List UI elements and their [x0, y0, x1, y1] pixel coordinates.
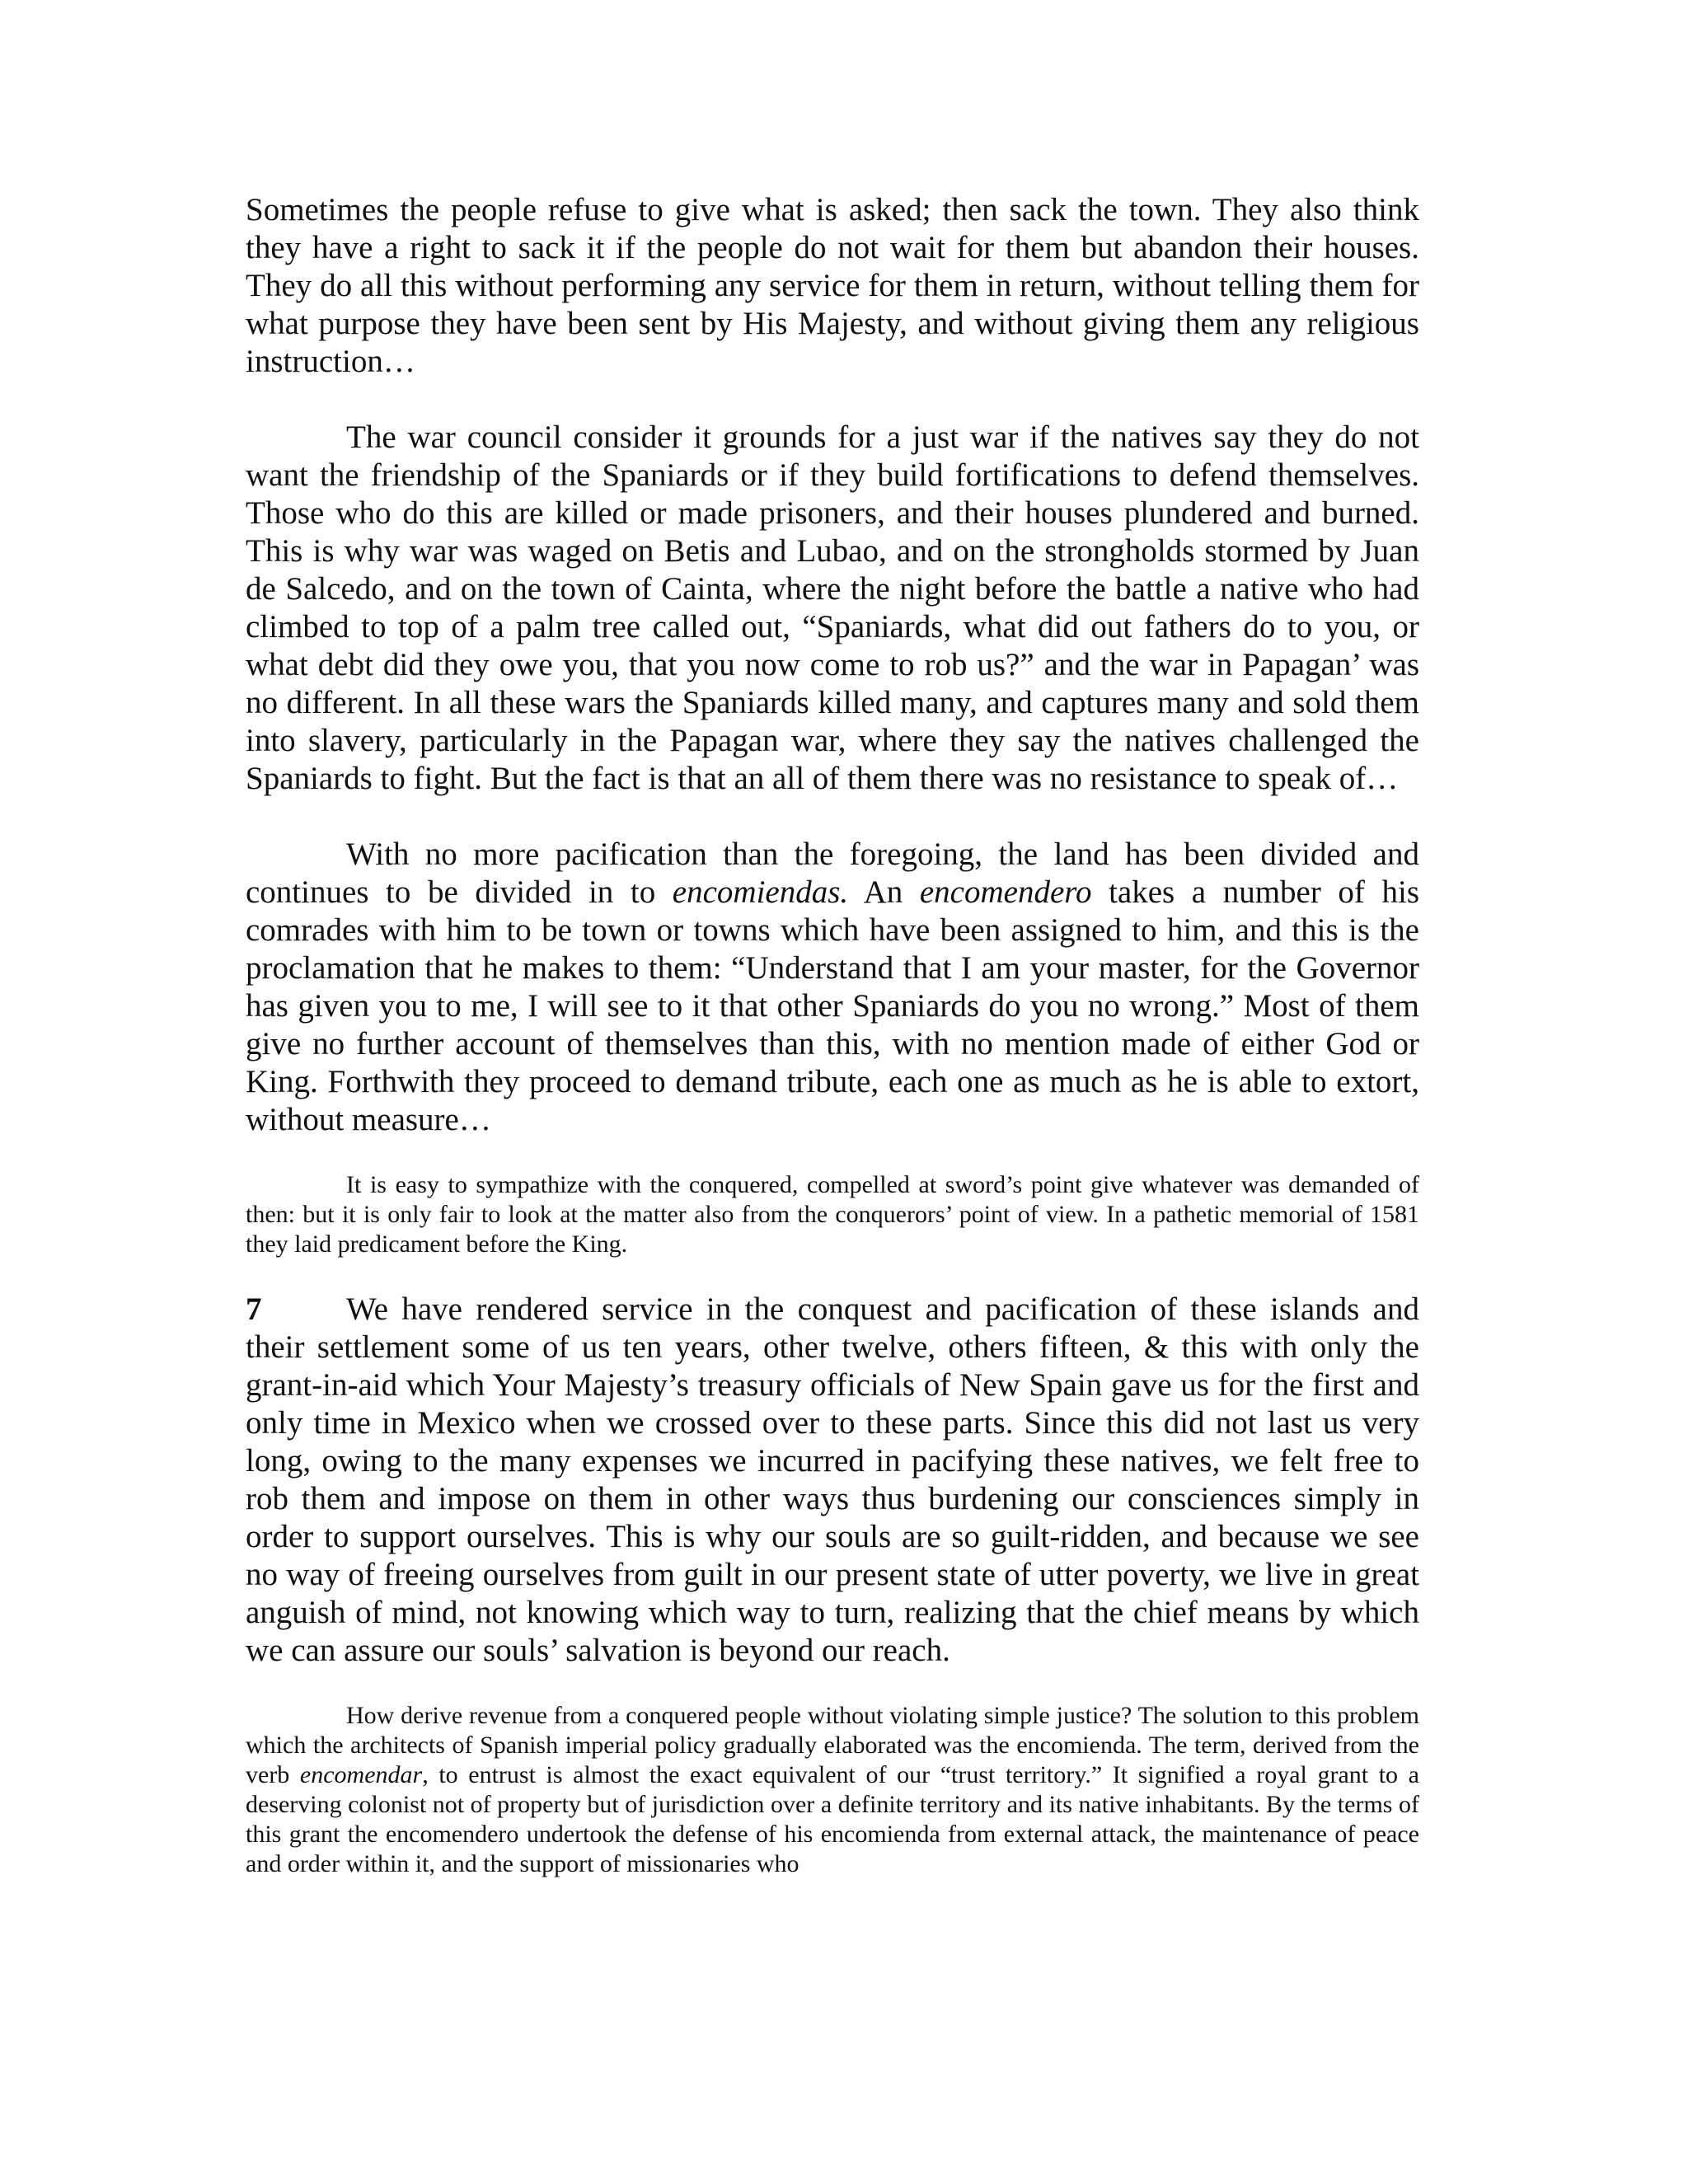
- memorial-text: We have rendered service in the conquest and pacification of these islands and their settlement some of us ten years, other twelve, others fifteen, & this with only the grant-in-aid which Your Majesty’s treasury officials of New Spain gave us for the first and only time in Mexico when we crossed over to these parts. Since this did not last us very long, owing to the many expenses we incurred in pacifying these natives, we felt free to rob them and impose on them in other ways thus burdening our consciences simply in order to support ourselves. This is why our souls are so guilt-ridden, and because we see no way of freeing ourselves from guilt in our present state of utter poverty, we live in great anguish of mind, not knowing which way to turn, realizing that the chief means by which we can assure our souls’ salvation is beyond our reach.: [246, 1291, 1419, 1668]
- paragraph-encomiendas-part-a: With no more pacification than the foregoing, the land has been divided and continues to be divided in to: [246, 837, 1419, 910]
- commentary-sympathize: It is easy to sympathize with the conquered, compelled at sword’s point give whatever was demanded of then: but it is only fair to look at the matter also from the conquerors’ point of view. In a pathetic memorial of 1581 they laid predicament before the King.: [246, 1171, 1419, 1258]
- commentary-encomienda-part-b: , to entrust is almost the exact equivalent of our “trust territory.” It signified a royal grant to a deserving colonist not of property but of jurisdiction over a definite territory and its native inhabitants. By the terms of this grant the encomendero undertook the defense of his encomienda from external attack, the maintenance of peace and order within it, and the support of missionaries who: [246, 1761, 1419, 1877]
- paragraph-encomiendas-part-b: An: [848, 874, 920, 910]
- paragraph-encomiendas: [246, 836, 1419, 1139]
- commentary-encomienda: [246, 1701, 1419, 1879]
- term-encomendero: encomendero: [919, 874, 1092, 910]
- term-encomendar: encomendar: [299, 1761, 423, 1788]
- item-number: 7: [246, 1291, 262, 1327]
- paragraph-encomiendas-part-c: takes a number of his comrades with him to be town or towns which have been assigned to him, and this is the proclamation that he makes to them: “Understand that I am your master, for the Governor has given you to me, I will see to it that other Spaniards do you no wrong.” Most of them give no further account of themselves than this, with no mention made of either God or King. Forthwith they proceed to demand tribute, each one as much as he is able to extort, without measure…: [246, 874, 1420, 1137]
- commentary-encomienda-part-a: How derive revenue from a conquered people without violating simple justice? The solution to this problem which the architects of Spanish imperial policy gradually elaborated was the encomienda. The term, derived from the verb: [246, 1702, 1419, 1788]
- paragraph-war-council: The war council consider it grounds for a just war if the natives say they do not want the friendship of the Spaniards or if they build fortifications to defend themselves. Those who do this are killed or made prisoners, and their houses plundered and burned. This is why war was waged on Betis and Lubao, and on the strongholds stormed by Juan de Salcedo, and on the town of Cainta, where the night before the battle a native who had climbed to top of a palm tree called out, “Spaniards, what did out fathers do to you, or what debt did they owe you, that you now come to rob us?” and the war in Papagan’ was no different. In all these wars the Spaniards killed many, and captures many and sold them into slavery, particularly in the Papagan war, where they say the natives challenged the Spaniards to fight. But the fact is that an all of them there was no resistance to speak of…: [246, 419, 1419, 796]
- document-page: [246, 191, 1419, 1879]
- memorial-item-7: [246, 1291, 1419, 1670]
- paragraph-sack-the-town: Sometimes the people refuse to give what is asked; then sack the town. They also think they have a right to sack it if the people do not wait for them but abandon their houses. They do all this without performing any service for them in return, without telling them for what purpose they have been sent by His Majesty, and without giving them any religious instruction…: [246, 192, 1419, 379]
- term-encomiendas: encomiendas.: [672, 874, 849, 910]
